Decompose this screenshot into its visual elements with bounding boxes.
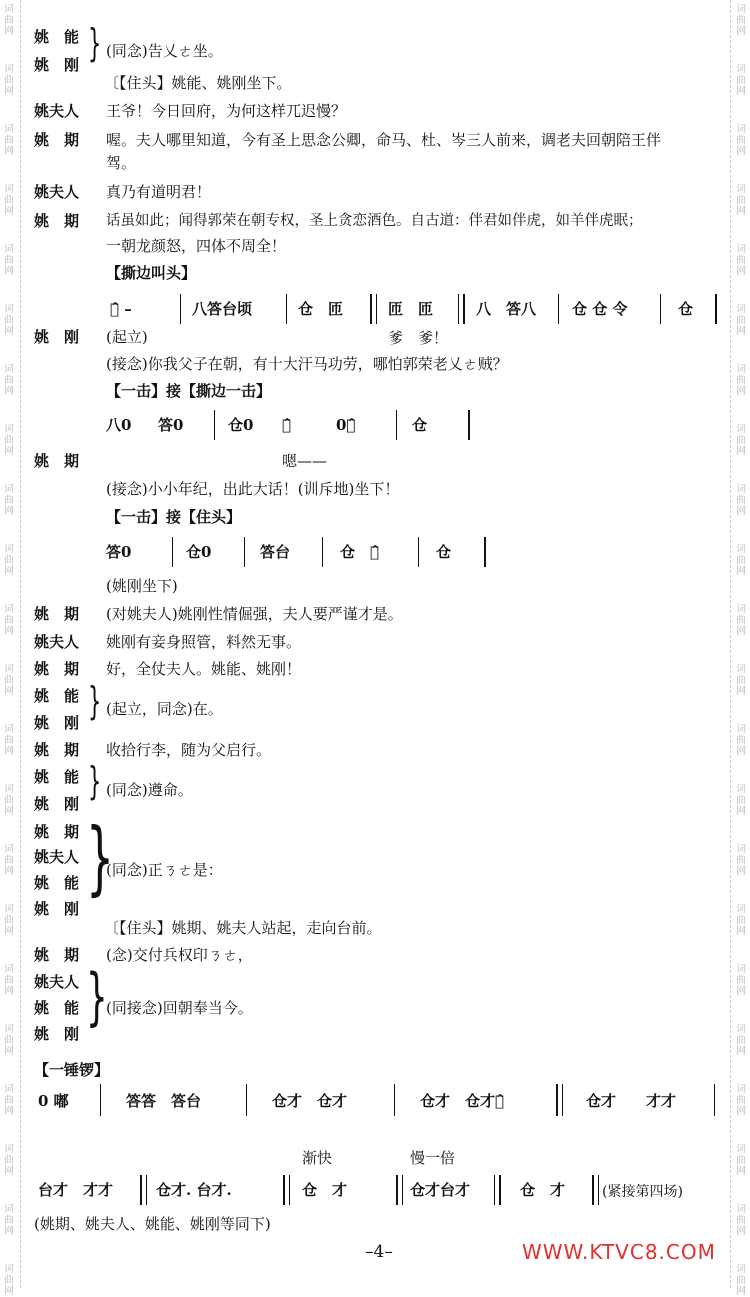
speaker-label: 姚 期 (34, 212, 80, 230)
dialogue: 好，全仗夫人。姚能、姚刚！ (106, 660, 302, 678)
watermark-glyphs: 词 曲 网 (736, 724, 746, 757)
watermark-glyphs: 词 曲 网 (736, 844, 746, 877)
speaker-label: 姚 能 (34, 874, 80, 892)
percussion-heading: 【一锤锣】 (34, 1061, 110, 1079)
dialogue: (对姚夫人)姚刚性情倔强，夫人要严谨才是。 (106, 605, 403, 623)
watermark-glyphs: 词 曲 网 (4, 4, 14, 37)
perc-cell: 仓0 (228, 416, 254, 434)
perc-cell: 0答̂ (336, 416, 356, 434)
left-margin-watermark (0, 0, 18, 1297)
watermark-glyphs: 词 曲 网 (736, 64, 746, 97)
watermark-glyphs: 词 曲 网 (736, 424, 746, 457)
watermark-glyphs: 词 曲 网 (736, 544, 746, 577)
perc-cell: 八0 (106, 416, 132, 434)
watermark-glyphs: 词 曲 网 (4, 1264, 14, 1297)
watermark-glyphs: 词 曲 网 (736, 484, 746, 517)
watermark-glyphs: 词 曲 网 (4, 544, 14, 577)
perc-cell: 仓才. 台才. (156, 1181, 232, 1199)
lyric: 爹 爹！ (388, 329, 449, 347)
perc-cell: 仓 (436, 543, 452, 561)
watermark-glyphs: 词 曲 网 (4, 1144, 14, 1177)
perc-cell: 答答 答台 (126, 1092, 202, 1110)
watermark-glyphs: 词 曲 网 (4, 244, 14, 277)
watermark-glyphs: 词 曲 网 (4, 844, 14, 877)
speaker-label: 姚 期 (34, 605, 80, 623)
speaker-label: 姚 能 (34, 687, 80, 705)
dialogue: 话虽如此；闻得郭荣在朝专权，圣上贪恋酒色。自古道：伴君如伴虎，如羊伴虎眠； (106, 213, 643, 229)
right-margin-watermark (732, 0, 750, 1297)
speaker-label: 姚 期 (34, 741, 80, 759)
watermark-glyphs: 词 曲 网 (4, 1024, 14, 1057)
watermark-glyphs: 词 曲 网 (4, 124, 14, 157)
dialogue: 喔。夫人哪里知道，今有圣上思念公卿，命马、杜、岑三人前来，调老夫回朝陪王伴 (106, 131, 662, 149)
percussion-heading: 【一击】接【撕边一击】 (106, 382, 272, 400)
dialogue: 真乃有道明君！ (106, 183, 212, 201)
dialogue: 王爷！今日回府，为何这样兀迟慢？ (106, 102, 347, 120)
speaker-label: 姚 能 (34, 768, 80, 786)
speaker-label: 姚夫人 (34, 973, 80, 991)
dialogue: 嗯—— (282, 452, 328, 470)
watermark-glyphs: 词 曲 网 (736, 1264, 746, 1297)
perc-cell: 0 嘟 (38, 1092, 69, 1110)
speaker-label: 姚夫人 (34, 102, 80, 120)
watermark-glyphs: 词 曲 网 (736, 1084, 746, 1117)
site-watermark: WWW.KTVC8.COM (522, 1240, 716, 1264)
watermark-glyphs: 词 曲 网 (736, 364, 746, 397)
speaker-label: 姚 期 (34, 823, 80, 841)
perc-cell: 仓 仓 令 (572, 300, 628, 318)
dialogue: (同念)正ㄋㄜ是： (106, 861, 223, 879)
perc-cell: 仓才台才 (410, 1181, 471, 1199)
watermark-glyphs: 词 曲 网 (736, 1024, 746, 1057)
stage-direction: (起立) (106, 328, 148, 346)
speaker-label: 姚 刚 (34, 56, 80, 74)
watermark-glyphs: 词 曲 网 (736, 1144, 746, 1177)
stage-direction: (姚刚坐下) (106, 577, 178, 595)
perc-cell: 答台 (260, 543, 291, 561)
speaker-label: 姚 期 (34, 946, 80, 964)
watermark-glyphs: 词 曲 网 (4, 64, 14, 97)
perc-cell: 答0 (158, 416, 184, 434)
speaker-label: 姚 刚 (34, 714, 80, 732)
watermark-glyphs: 词 曲 网 (4, 1204, 14, 1237)
perc-cell: 仓0 (186, 543, 212, 561)
speaker-label: 姚 刚 (34, 900, 80, 918)
watermark-glyphs: 词 曲 网 (4, 964, 14, 997)
speaker-label: 姚 期 (34, 452, 80, 470)
dialogue: (接念)你我父子在朝，有十大汗马功劳，哪怕郭荣老乂ㄜ贼？ (106, 355, 508, 373)
perc-cell: 匝 匝 (388, 300, 434, 318)
watermark-glyphs: 词 曲 网 (736, 1204, 746, 1237)
tempo-mark: 慢一倍 (410, 1149, 456, 1167)
brace: } (88, 759, 102, 803)
page-number: –4– (365, 1242, 393, 1262)
speaker-label: 姚 刚 (34, 1025, 80, 1043)
dialogue: 一朝龙颜怒，四体不周全！ (106, 237, 287, 255)
perc-cell: 仓才 仓才台̂ (420, 1092, 505, 1110)
speaker-label: 姚夫人 (34, 848, 80, 866)
speaker-label: 姚 刚 (34, 328, 80, 346)
percussion-heading: 【一击】接【住头】 (106, 508, 242, 526)
watermark-glyphs: 词 曲 网 (736, 304, 746, 337)
perc-cell: 仓 (412, 416, 428, 434)
watermark-glyphs: 词 曲 网 (736, 964, 746, 997)
perc-cell: 答0 (106, 543, 132, 561)
brace: } (86, 811, 114, 904)
perc-cell: 嘟̂ (282, 416, 292, 434)
stage-direction: 〔【住头】姚能、姚刚坐下。 (104, 74, 292, 92)
watermark-glyphs: 词 曲 网 (4, 364, 14, 397)
speaker-label: 姚 刚 (34, 795, 80, 813)
watermark-glyphs: 词 曲 网 (736, 604, 746, 637)
watermark-glyphs: 词 曲 网 (736, 784, 746, 817)
perc-cell: 八 答八 (476, 300, 537, 318)
perc-cell: 仓才 仓才 (272, 1092, 348, 1110)
stage-direction: (姚期、姚夫人、姚能、姚刚等同下) (34, 1215, 271, 1233)
speaker-label: 姚 期 (34, 131, 80, 149)
watermark-glyphs: 词 曲 网 (736, 4, 746, 37)
dialogue: (同念)遵命。 (106, 781, 193, 799)
watermark-glyphs: 词 曲 网 (4, 304, 14, 337)
watermark-glyphs: 词 曲 网 (4, 184, 14, 217)
dialogue: (同念)告乂ㄜ坐。 (106, 42, 223, 60)
watermark-glyphs: 词 曲 网 (4, 664, 14, 697)
watermark-glyphs: 词 曲 网 (4, 724, 14, 757)
perc-cell: 仓 才 (302, 1181, 348, 1199)
perc-cell: 仓才 才才 (586, 1092, 677, 1110)
perc-cell: 八答台顷 (192, 300, 253, 318)
brace: } (88, 679, 102, 723)
dialogue: 收拾行李，随为父启行。 (106, 741, 272, 759)
percussion-heading: 【撕边叫头】 (106, 264, 197, 282)
right-margin-rule (730, 0, 731, 1288)
watermark-glyphs: 词 曲 网 (736, 244, 746, 277)
watermark-glyphs: 词 曲 网 (736, 664, 746, 697)
perc-note: (紧接第四场) (602, 1184, 683, 1200)
watermark-glyphs: 词 曲 网 (736, 904, 746, 937)
speaker-label: 姚 能 (34, 999, 80, 1017)
dialogue: (起立，同念)在。 (106, 700, 223, 718)
brace: } (86, 960, 108, 1033)
watermark-glyphs: 词 曲 网 (4, 484, 14, 517)
perc-cell: 嘟̂ – (110, 300, 132, 318)
dialogue: 驾。 (106, 154, 137, 172)
watermark-glyphs: 词 曲 网 (4, 604, 14, 637)
speaker-label: 姚夫人 (34, 183, 80, 201)
watermark-glyphs: 词 曲 网 (736, 184, 746, 217)
watermark-glyphs: 词 曲 网 (4, 784, 14, 817)
watermark-glyphs: 词 曲 网 (4, 1084, 14, 1117)
left-margin-rule (20, 0, 21, 1288)
dialogue: (同接念)回朝奉当今。 (106, 999, 253, 1017)
dialogue: (接念)小小年纪，出此大话！(训斥地)坐下！ (106, 480, 400, 498)
speaker-label: 姚 能 (34, 28, 80, 46)
perc-cell: 台才 才才 (38, 1181, 114, 1199)
speaker-label: 姚夫人 (34, 633, 80, 651)
brace: } (88, 21, 102, 65)
dialogue: 姚刚有妾身照管，料然无事。 (106, 633, 302, 651)
watermark-glyphs: 词 曲 网 (736, 124, 746, 157)
perc-cell: 仓 才 (520, 1181, 566, 1199)
perc-cell: 仓 匝 (298, 300, 344, 318)
watermark-glyphs: 词 曲 网 (4, 904, 14, 937)
dialogue: (念)交付兵权印ㄋㄜ， (106, 946, 253, 964)
watermark-glyphs: 词 曲 网 (4, 424, 14, 457)
perc-cell: 仓 才̂ (340, 543, 380, 561)
speaker-label: 姚 期 (34, 660, 80, 678)
tempo-mark: 渐快 (302, 1149, 333, 1167)
perc-cell: 仓 (678, 300, 694, 318)
stage-direction: 〔【住头】姚期、姚夫人站起，走向台前。 (104, 919, 382, 937)
